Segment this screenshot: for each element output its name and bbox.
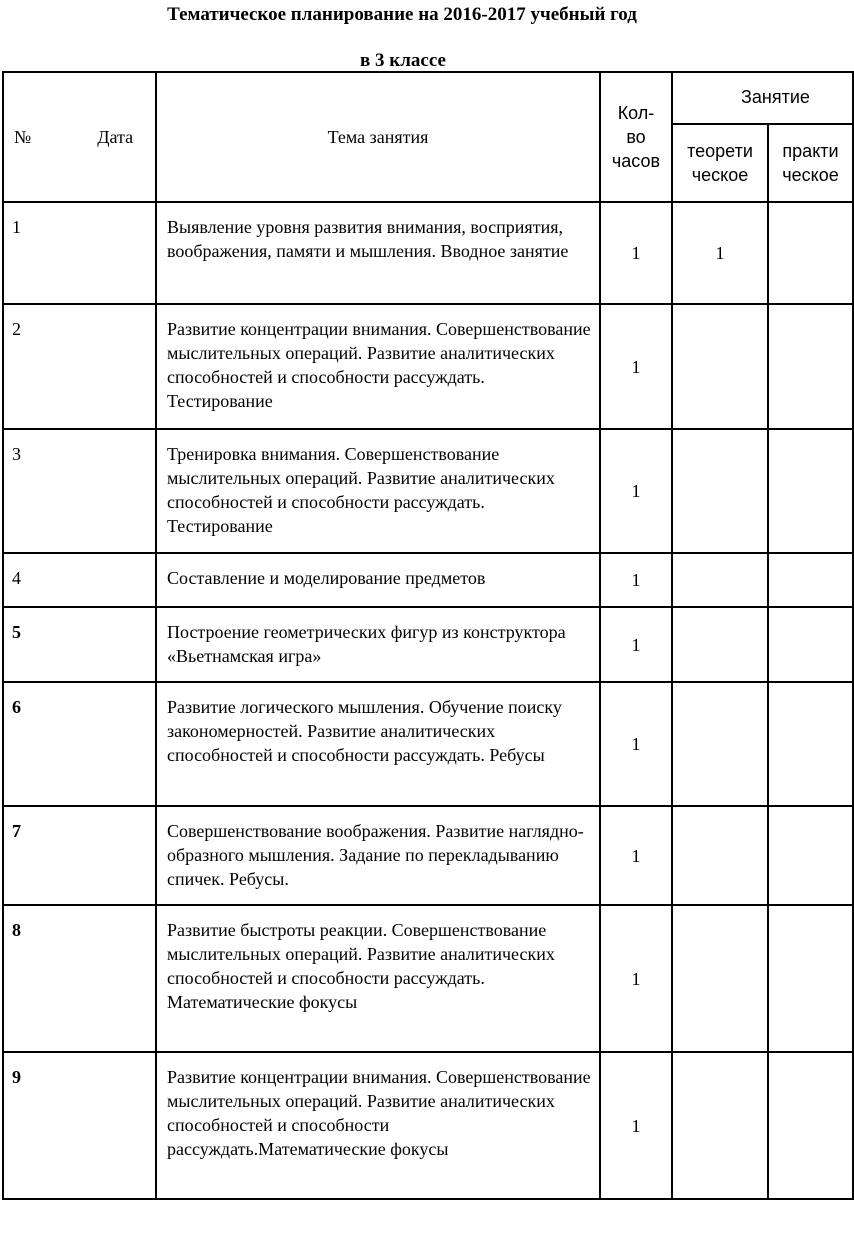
row-hours: 1 xyxy=(600,202,672,304)
row-hours: 1 xyxy=(600,607,672,682)
header-number: № xyxy=(14,127,32,147)
row-topic: Развитие быстроты реакции. Совершенствование мыслительных операций. Развитие аналитических способностей и способности рассуждать. Математические фокусы xyxy=(156,905,600,1052)
row-topic: Совершенствование воображения. Развитие наглядно-образного мышления. Задание по перекладыванию спичек. Ребусы. xyxy=(156,806,600,905)
row-hours: 1 xyxy=(600,553,672,607)
row-topic: Развитие концентрации внимания. Совершенствование мыслительных операций. Развитие аналитических способностей и способности рассуждать.Математические фокусы xyxy=(156,1052,600,1199)
row-theoretical xyxy=(672,553,768,607)
table-row xyxy=(3,304,853,429)
row-number: 4 xyxy=(3,553,156,607)
table-row xyxy=(3,1052,853,1199)
header-theoretical: теорети ческое xyxy=(672,124,768,202)
row-topic: Развитие логического мышления. Обучение поиску закономерностей. Развитие аналитических способностей и способности рассуждать. Ребусы xyxy=(156,682,600,806)
row-hours: 1 xyxy=(600,429,672,553)
row-topic: Построение геометрических фигур из конструктора «Вьетнамская игра» xyxy=(156,607,600,682)
header-hours: Кол- во часов xyxy=(600,72,672,202)
row-practical xyxy=(768,806,853,905)
row-hours: 1 xyxy=(600,1052,672,1199)
header-practical: практи ческое xyxy=(768,124,853,202)
row-practical xyxy=(768,202,853,304)
row-practical xyxy=(768,682,853,806)
row-number: 2 xyxy=(3,304,156,429)
table-row xyxy=(3,553,853,607)
header-row xyxy=(3,72,853,124)
table-row xyxy=(3,905,853,1052)
row-theoretical xyxy=(672,806,768,905)
row-theoretical xyxy=(672,607,768,682)
row-practical xyxy=(768,905,853,1052)
row-practical xyxy=(768,429,853,553)
table-row xyxy=(3,806,853,905)
row-practical xyxy=(768,304,853,429)
row-theoretical xyxy=(672,304,768,429)
row-practical xyxy=(768,607,853,682)
document-title: Тематическое планирование на 2016-2017 учебный год xyxy=(167,4,637,25)
row-number: 6 xyxy=(3,682,156,806)
header-lesson: Занятие xyxy=(672,72,853,124)
header-date: Дата xyxy=(97,127,134,147)
header-topic: Тема занятия xyxy=(156,72,600,202)
row-topic: Тренировка внимания. Совершенствование мыслительных операций. Развитие аналитических способностей и способности рассуждать. Тестирование xyxy=(156,429,600,553)
row-theoretical xyxy=(672,429,768,553)
header-number-date xyxy=(3,72,156,202)
row-theoretical xyxy=(672,682,768,806)
row-topic: Выявление уровня развития внимания, восприятия, воображения, памяти и мышления. Вводное занятие xyxy=(156,202,600,304)
row-number: 7 xyxy=(3,806,156,905)
row-theoretical xyxy=(672,905,768,1052)
row-number: 9 xyxy=(3,1052,156,1199)
row-number: 8 xyxy=(3,905,156,1052)
row-topic: Развитие концентрации внимания. Совершенствование мыслительных операций. Развитие аналитических способностей и способности рассуждать. Тестирование xyxy=(156,304,600,429)
row-number: 5 xyxy=(3,607,156,682)
row-theoretical: 1 xyxy=(672,202,768,304)
table-row xyxy=(3,202,853,304)
table-row xyxy=(3,429,853,553)
table-row xyxy=(3,682,853,806)
row-topic: Составление и моделирование предметов xyxy=(156,553,600,607)
row-hours: 1 xyxy=(600,304,672,429)
row-hours: 1 xyxy=(600,905,672,1052)
row-number: 3 xyxy=(3,429,156,553)
table-row xyxy=(3,607,853,682)
document-subtitle: в 3 классе xyxy=(360,50,446,71)
row-number: 1 xyxy=(3,202,156,304)
planning-table xyxy=(2,71,854,1200)
row-hours: 1 xyxy=(600,806,672,905)
row-hours: 1 xyxy=(600,682,672,806)
row-practical xyxy=(768,553,853,607)
row-theoretical xyxy=(672,1052,768,1199)
row-practical xyxy=(768,1052,853,1199)
